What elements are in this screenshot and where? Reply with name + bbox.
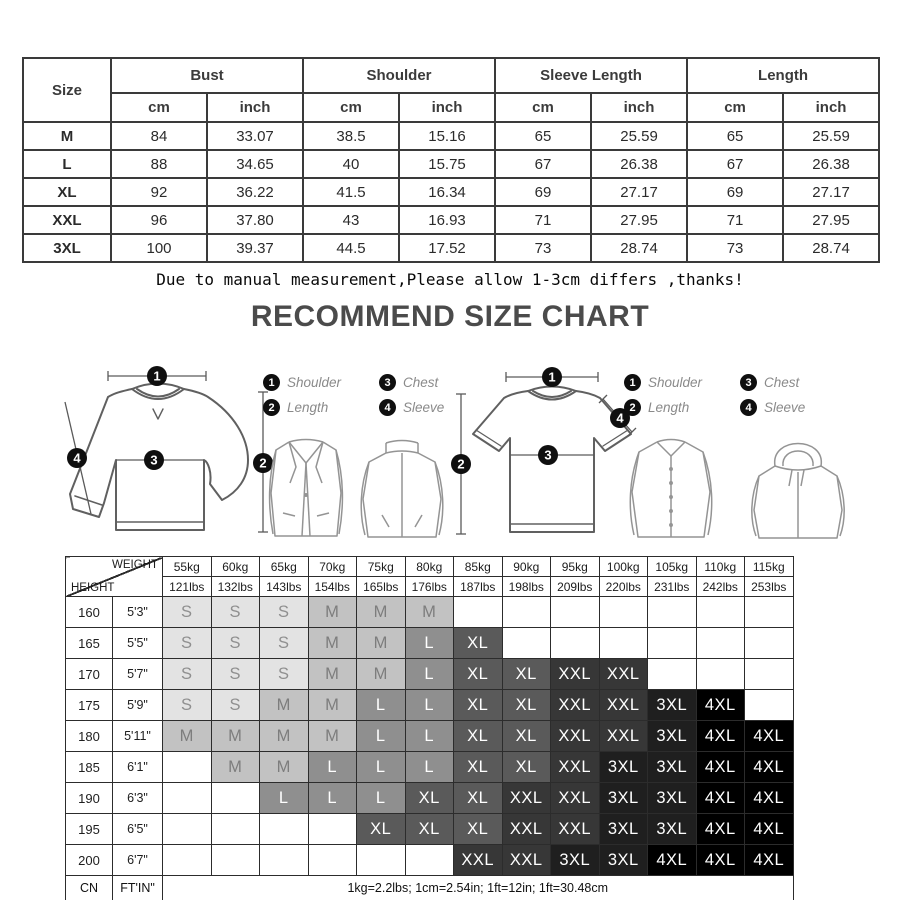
height-ftin-value: 5'3": [113, 597, 163, 628]
size-cell: M: [211, 752, 260, 783]
size-cell: L: [357, 690, 406, 721]
size-cell: S: [211, 597, 260, 628]
size-cell: M: [211, 721, 260, 752]
measurement-value: 33.07: [207, 122, 303, 150]
size-cell: XXL: [502, 814, 551, 845]
weight-kg-header: 65kg: [260, 557, 309, 577]
size-cell: 4XL: [696, 783, 745, 814]
measurement-value: 26.38: [591, 150, 687, 178]
height-cm-value: 185: [66, 752, 113, 783]
marker-3-badge: [144, 450, 164, 470]
size-cell: M: [163, 721, 212, 752]
marker-3-badge: [538, 445, 558, 465]
svg-text:2: 2: [259, 455, 267, 471]
weight-lbs-header: 165lbs: [357, 577, 406, 597]
measurement-row: [23, 150, 879, 178]
size-cell: XXL: [502, 845, 551, 876]
legend-3-badge: 3: [379, 374, 396, 391]
blazer-outline-icon: [263, 437, 349, 545]
size-cell: 4XL: [696, 814, 745, 845]
weight-kg-header: 90kg: [502, 557, 551, 577]
measurement-value: 41.5: [303, 178, 399, 206]
weight-kg-header: 70kg: [308, 557, 357, 577]
marker-2-badge: [451, 454, 471, 474]
measurement-value: 71: [687, 206, 783, 234]
ftin-unit-label: FT'IN": [113, 876, 163, 900]
size-cell-empty: [502, 628, 551, 659]
size-cell: 3XL: [648, 783, 697, 814]
size-cell: XL: [454, 783, 503, 814]
measurement-value: 16.93: [399, 206, 495, 234]
size-cell: 4XL: [745, 845, 794, 876]
size-cell-empty: [745, 628, 794, 659]
size-cell: XXL: [599, 690, 648, 721]
weight-lbs-header: 154lbs: [308, 577, 357, 597]
weight-lbs-header: 231lbs: [648, 577, 697, 597]
weight-lbs-header: 187lbs: [454, 577, 503, 597]
size-cell: S: [211, 628, 260, 659]
weight-lbs-header: 121lbs: [163, 577, 212, 597]
height-ftin-value: 6'5": [113, 814, 163, 845]
size-cell: S: [163, 628, 212, 659]
matrix-row: [66, 690, 794, 721]
svg-text:1: 1: [153, 368, 161, 384]
size-cell: XXL: [551, 690, 600, 721]
height-cm-value: 170: [66, 659, 113, 690]
matrix-row: [66, 814, 794, 845]
size-cell: XL: [502, 659, 551, 690]
size-cell-empty: [745, 690, 794, 721]
size-cell: M: [260, 690, 309, 721]
size-cell: 4XL: [648, 845, 697, 876]
svg-text:4: 4: [73, 450, 81, 466]
legend-item-length: 2 Length: [263, 399, 365, 416]
legend-3-badge: 3: [740, 374, 757, 391]
measurement-value: 71: [495, 206, 591, 234]
size-cell-empty: [551, 628, 600, 659]
height-ftin-value: 5'11": [113, 721, 163, 752]
size-cell-empty: [211, 845, 260, 876]
size-cell: M: [308, 597, 357, 628]
legend-item-chest: 3 Chest: [379, 374, 444, 391]
size-cell: L: [405, 690, 454, 721]
height-cm-value: 200: [66, 845, 113, 876]
measurement-value: 36.22: [207, 178, 303, 206]
measurement-value: 28.74: [591, 234, 687, 262]
size-cell-empty: [163, 783, 212, 814]
measurement-value: 65: [687, 122, 783, 150]
matrix-body: [66, 597, 794, 876]
cn-unit-label: CN: [66, 876, 113, 900]
size-cell-empty: [599, 628, 648, 659]
size-cell-empty: [696, 628, 745, 659]
size-label: L: [23, 150, 111, 178]
weight-lbs-header: 132lbs: [211, 577, 260, 597]
size-cell-empty: [599, 597, 648, 628]
size-cell: M: [357, 659, 406, 690]
size-cell: 3XL: [648, 814, 697, 845]
size-cell: S: [260, 628, 309, 659]
legend-2-badge: 2: [263, 399, 280, 416]
button-shirt-outline-icon: [612, 437, 730, 543]
measurement-value: 25.59: [783, 122, 879, 150]
size-cell: XXL: [551, 752, 600, 783]
measurement-value: 25.59: [591, 122, 687, 150]
size-cell: XL: [502, 690, 551, 721]
measurement-value: 43: [303, 206, 399, 234]
size-cell: 3XL: [599, 752, 648, 783]
size-cell-empty: [405, 845, 454, 876]
size-cell: M: [260, 721, 309, 752]
size-cell: 4XL: [745, 721, 794, 752]
size-cell: 3XL: [551, 845, 600, 876]
weight-lbs-header: 253lbs: [745, 577, 794, 597]
size-cell: XXL: [454, 845, 503, 876]
size-cell: S: [163, 597, 212, 628]
weight-kg-header: 85kg: [454, 557, 503, 577]
size-cell: XL: [454, 628, 503, 659]
measure-unit-cm: cm: [495, 93, 591, 122]
measurement-row: [23, 122, 879, 150]
size-cell: XL: [454, 814, 503, 845]
size-cell: XL: [454, 659, 503, 690]
measurement-value: 65: [495, 122, 591, 150]
measurement-value: 37.80: [207, 206, 303, 234]
legend-item-sleeve: 4 Sleeve: [379, 399, 444, 416]
measure-group-header: Length: [687, 58, 879, 93]
size-cell-empty: [551, 597, 600, 628]
measurement-value: 88: [111, 150, 207, 178]
size-cell-empty: [648, 597, 697, 628]
marker-1-badge: [147, 366, 167, 386]
size-cell: XXL: [599, 659, 648, 690]
size-cell: L: [357, 783, 406, 814]
measurement-value: 27.17: [783, 178, 879, 206]
height-ftin-value: 6'7": [113, 845, 163, 876]
legend-item-length: 2 Length: [624, 399, 726, 416]
measurement-value: 44.5: [303, 234, 399, 262]
matrix-row: [66, 721, 794, 752]
measurement-disclaimer: Due to manual measurement,Please allow 1-3cm differs ,thanks!: [156, 270, 744, 289]
legend-1-badge: 1: [624, 374, 641, 391]
measure-unit-cm: cm: [303, 93, 399, 122]
measurement-value: 28.74: [783, 234, 879, 262]
size-cell: 3XL: [648, 690, 697, 721]
size-cell: XXL: [551, 659, 600, 690]
weight-lbs-header: 143lbs: [260, 577, 309, 597]
size-cell: S: [211, 690, 260, 721]
measure-group-header: Bust: [111, 58, 303, 93]
matrix-row: [66, 752, 794, 783]
size-cell-empty: [696, 597, 745, 628]
size-label: M: [23, 122, 111, 150]
size-cell-empty: [211, 814, 260, 845]
measurement-value: 16.34: [399, 178, 495, 206]
size-cell: XL: [357, 814, 406, 845]
size-cell: XL: [454, 721, 503, 752]
svg-text:3: 3: [544, 447, 552, 463]
weight-lbs-header: 220lbs: [599, 577, 648, 597]
measurement-value: 27.95: [783, 206, 879, 234]
legend-4-badge: 4: [379, 399, 396, 416]
measurement-value: 15.75: [399, 150, 495, 178]
size-cell: XL: [454, 752, 503, 783]
svg-text:1: 1: [548, 369, 556, 385]
measure-group-header: Sleeve Length: [495, 58, 687, 93]
matrix-row: [66, 597, 794, 628]
size-cell-empty: [502, 597, 551, 628]
size-cell: M: [308, 690, 357, 721]
measurement-value: 69: [687, 178, 783, 206]
size-cell: XXL: [551, 721, 600, 752]
size-cell: M: [308, 659, 357, 690]
measurement-table-body: [23, 122, 879, 262]
size-cell-empty: [696, 659, 745, 690]
measurement-value: 40: [303, 150, 399, 178]
size-cell: S: [163, 659, 212, 690]
measure-unit-cm: cm: [111, 93, 207, 122]
measure-unit-inch: inch: [783, 93, 879, 122]
size-cell-empty: [745, 659, 794, 690]
size-cell: S: [260, 597, 309, 628]
weight-kg-header: 75kg: [357, 557, 406, 577]
measurement-value: 17.52: [399, 234, 495, 262]
height-label: HEIGHT: [71, 582, 115, 594]
measurement-row: [23, 206, 879, 234]
size-cell: L: [357, 752, 406, 783]
measurement-legend-right: [624, 374, 805, 416]
size-cell-empty: [745, 597, 794, 628]
measurement-value: 69: [495, 178, 591, 206]
height-cm-value: 180: [66, 721, 113, 752]
measure-unit-inch: inch: [207, 93, 303, 122]
size-cell: S: [260, 659, 309, 690]
height-cm-value: 165: [66, 628, 113, 659]
size-cell: XL: [454, 690, 503, 721]
size-cell: 4XL: [745, 752, 794, 783]
size-cell-empty: [163, 845, 212, 876]
size-cell-empty: [648, 659, 697, 690]
size-cell-empty: [163, 752, 212, 783]
height-ftin-value: 6'3": [113, 783, 163, 814]
size-cell-empty: [211, 783, 260, 814]
height-ftin-value: 5'5": [113, 628, 163, 659]
size-cell: M: [405, 597, 454, 628]
size-column-header: Size: [23, 58, 111, 122]
svg-text:2: 2: [457, 456, 465, 472]
size-cell-empty: [163, 814, 212, 845]
legend-4-badge: 4: [740, 399, 757, 416]
size-cell: L: [308, 752, 357, 783]
matrix-row: [66, 783, 794, 814]
height-cm-value: 160: [66, 597, 113, 628]
matrix-footer-row: [66, 876, 794, 900]
size-cell-empty: [648, 628, 697, 659]
weight-lbs-header: 209lbs: [551, 577, 600, 597]
weight-lbs-header: 198lbs: [502, 577, 551, 597]
matrix-row: [66, 659, 794, 690]
measurement-legend-left: [263, 374, 444, 416]
size-cell: XL: [502, 721, 551, 752]
size-cell: 4XL: [696, 721, 745, 752]
size-cell-empty: [308, 845, 357, 876]
size-cell: M: [308, 628, 357, 659]
measurement-value: 96: [111, 206, 207, 234]
size-matrix-table: [65, 556, 794, 900]
weight-kg-header: 115kg: [745, 557, 794, 577]
height-cm-value: 195: [66, 814, 113, 845]
size-cell: XXL: [551, 783, 600, 814]
size-cell: 3XL: [648, 752, 697, 783]
weight-lbs-header: 176lbs: [405, 577, 454, 597]
svg-text:3: 3: [150, 452, 158, 468]
size-cell: L: [405, 628, 454, 659]
size-cell: M: [357, 628, 406, 659]
height-cm-value: 175: [66, 690, 113, 721]
measurement-value: 27.17: [591, 178, 687, 206]
measure-unit-row: [23, 93, 879, 122]
size-cell: L: [405, 752, 454, 783]
measure-unit-inch: inch: [591, 93, 687, 122]
measurement-value: 26.38: [783, 150, 879, 178]
size-cell: L: [260, 783, 309, 814]
measurement-table: [22, 57, 880, 263]
size-cell: 4XL: [696, 752, 745, 783]
size-cell-empty: [260, 845, 309, 876]
height-ftin-value: 6'1": [113, 752, 163, 783]
measurement-value: 39.37: [207, 234, 303, 262]
size-cell: M: [260, 752, 309, 783]
measurement-value: 100: [111, 234, 207, 262]
size-cell: 3XL: [599, 814, 648, 845]
weight-kg-header: 55kg: [163, 557, 212, 577]
size-cell: L: [405, 721, 454, 752]
legend-item-shoulder: 1 Shoulder: [624, 374, 726, 391]
zip-jacket-outline-icon: [352, 437, 452, 545]
size-cell: M: [308, 721, 357, 752]
measurement-value: 84: [111, 122, 207, 150]
matrix-kg-row: [66, 557, 794, 577]
svg-text:4: 4: [616, 410, 624, 426]
size-cell: 3XL: [599, 845, 648, 876]
measurement-row: [23, 178, 879, 206]
legend-item-sleeve: 4 Sleeve: [740, 399, 805, 416]
weight-height-corner: [66, 557, 163, 597]
measurement-value: 15.16: [399, 122, 495, 150]
measure-group-header: Shoulder: [303, 58, 495, 93]
measure-unit-cm: cm: [687, 93, 783, 122]
measurement-value: 27.95: [591, 206, 687, 234]
marker-4-badge: [67, 448, 87, 468]
size-cell-empty: [260, 814, 309, 845]
legend-item-shoulder: 1 Shoulder: [263, 374, 365, 391]
measurement-value: 73: [495, 234, 591, 262]
weight-label: WEIGHT: [112, 559, 158, 571]
weight-kg-header: 105kg: [648, 557, 697, 577]
weight-kg-header: 80kg: [405, 557, 454, 577]
measurement-value: 67: [495, 150, 591, 178]
measurement-value: 34.65: [207, 150, 303, 178]
legend-2-badge: 2: [624, 399, 641, 416]
matrix-row: [66, 845, 794, 876]
weight-lbs-header: 242lbs: [696, 577, 745, 597]
conversion-note: 1kg=2.2lbs; 1cm=2.54in; 1ft=12in; 1ft=30.48cm: [163, 876, 794, 900]
size-cell: XL: [502, 752, 551, 783]
size-cell: 4XL: [696, 845, 745, 876]
measurement-value: 92: [111, 178, 207, 206]
size-cell: L: [405, 659, 454, 690]
size-cell: 3XL: [599, 783, 648, 814]
matrix-lbs-row: [66, 577, 794, 597]
measure-group-row: [23, 58, 879, 93]
size-cell: 3XL: [648, 721, 697, 752]
weight-kg-header: 110kg: [696, 557, 745, 577]
hoodie-outline-icon: [742, 430, 854, 544]
weight-kg-header: 60kg: [211, 557, 260, 577]
size-cell: 4XL: [745, 814, 794, 845]
recommend-size-chart-title: RECOMMEND SIZE CHART: [250, 300, 650, 333]
measure-unit-inch: inch: [399, 93, 495, 122]
size-cell: XL: [405, 783, 454, 814]
marker-1-badge: [542, 367, 562, 387]
measurement-value: 38.5: [303, 122, 399, 150]
size-cell: XL: [405, 814, 454, 845]
size-cell-empty: [357, 845, 406, 876]
size-cell: M: [357, 597, 406, 628]
measurement-value: 73: [687, 234, 783, 262]
size-cell: L: [357, 721, 406, 752]
size-cell: S: [211, 659, 260, 690]
height-ftin-value: 5'7": [113, 659, 163, 690]
measurement-row: [23, 234, 879, 262]
height-ftin-value: 5'9": [113, 690, 163, 721]
size-label: XL: [23, 178, 111, 206]
measurement-value: 67: [687, 150, 783, 178]
weight-kg-header: 95kg: [551, 557, 600, 577]
size-cell: XXL: [551, 814, 600, 845]
size-cell-empty: [454, 597, 503, 628]
matrix-row: [66, 628, 794, 659]
size-label: XXL: [23, 206, 111, 234]
longsleeve-shirt-diagram: [56, 362, 291, 549]
weight-kg-header: 100kg: [599, 557, 648, 577]
size-cell: XXL: [502, 783, 551, 814]
size-cell: L: [308, 783, 357, 814]
size-cell: XXL: [599, 721, 648, 752]
size-cell: S: [163, 690, 212, 721]
size-cell: 4XL: [696, 690, 745, 721]
size-cell-empty: [308, 814, 357, 845]
height-cm-value: 190: [66, 783, 113, 814]
size-label: 3XL: [23, 234, 111, 262]
size-cell: 4XL: [745, 783, 794, 814]
legend-item-chest: 3 Chest: [740, 374, 805, 391]
legend-1-badge: 1: [263, 374, 280, 391]
